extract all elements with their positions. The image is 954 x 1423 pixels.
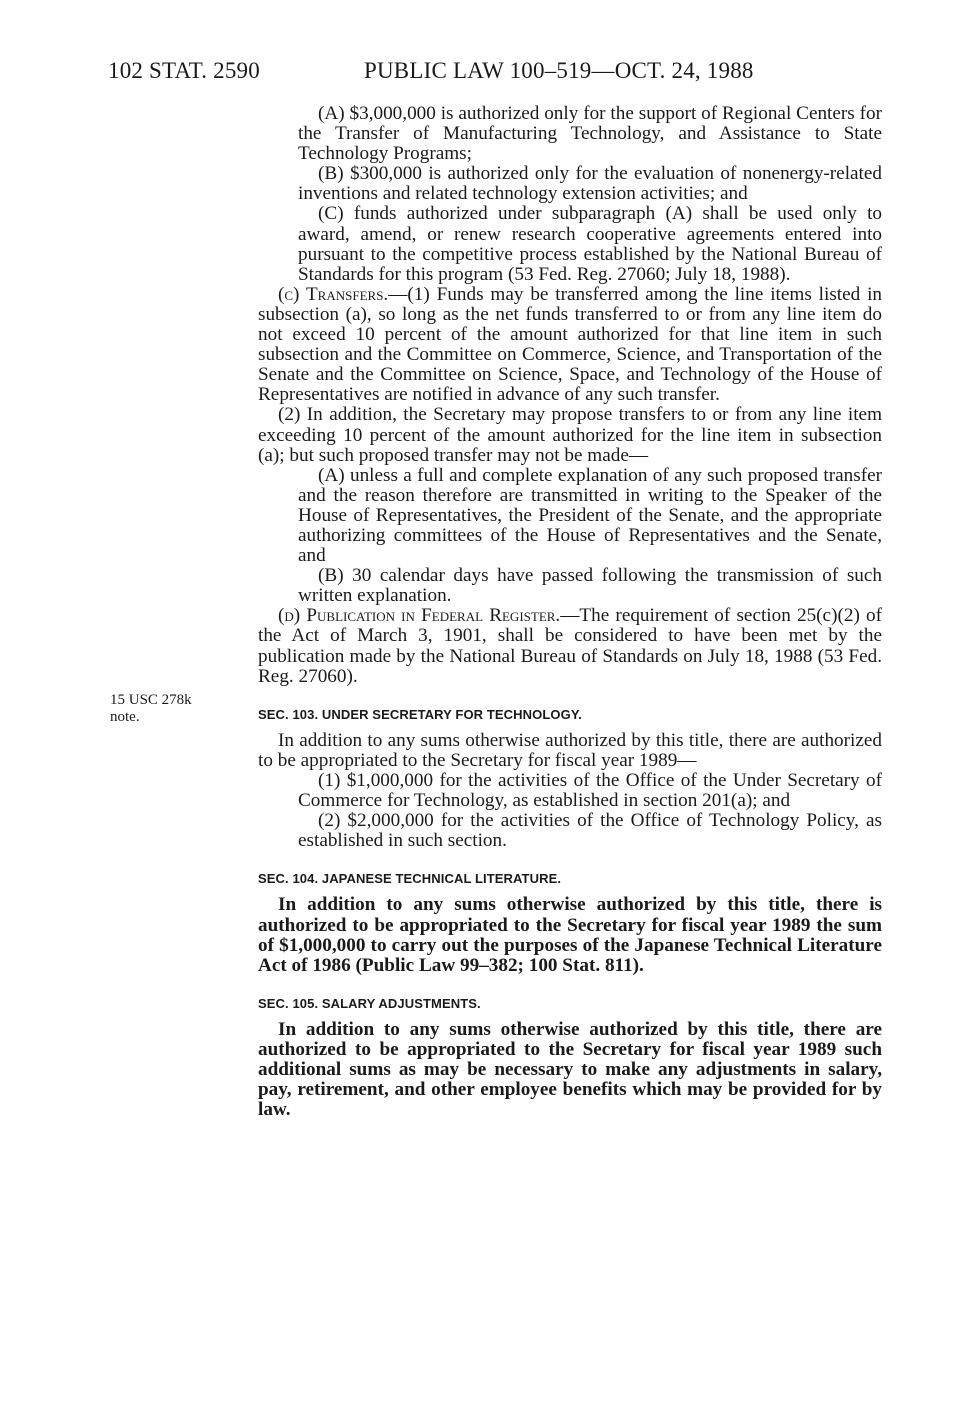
margin-note	[110, 692, 192, 726]
sec-105-text: In addition to any sums otherwise authorized by this title, there are authorized to be appropriated to the Secretary for fiscal year 1989 such additional sums as may be necessary to make any adjustments in salary, pay, retirement, and other employee benefits which may be provided for by law.	[258, 1018, 882, 1121]
publication-text: —The requirement of section 25(c)(2) of the Act of March 3, 1901, shall be considered to have been met by the publication made by the National Bureau of Standards on July 18, 1988 (53 Fed. Reg. 27060).	[258, 605, 882, 687]
document-body	[258, 104, 882, 1120]
transfers-paragraph-2: (2) In addition, the Secretary may propose transfers to or from any line item exceeding 10 percent of the amount authorized for the line item in subsection (a); but such proposed transfer may not be made—	[258, 404, 882, 466]
sec-103-heading: SEC. 103. UNDER SECRETARY FOR TECHNOLOGY.	[258, 706, 582, 722]
transfers-condition-b: (B) 30 calendar days have passed following the transmission of such written explanation.	[298, 565, 882, 607]
sec-104-heading: SEC. 104. JAPANESE TECHNICAL LITERATURE.	[258, 871, 562, 887]
publication-paragraph	[258, 606, 882, 686]
subparagraph-b-evaluation: (B) $300,000 is authorized only for the evaluation of nonenergy-related inventions and related technology extension activities; and	[298, 163, 882, 205]
sec-105-heading: SEC. 105. SALARY ADJUSTMENTS.	[258, 995, 481, 1011]
stat-reference: 102 STAT. 2590	[108, 58, 260, 83]
transfers-paragraph-1	[258, 285, 882, 406]
margin-note-line2: note.	[110, 709, 140, 725]
publication-label: (d) Publication in Federal Register.	[278, 605, 561, 627]
transfers-text-1: —(1) Funds may be transferred among the line items listed in subsection (a), so long as the net funds transferred to or from any line item do not exceed 10 percent of the amount authorized for that line item in such subsection and the Committee on Commerce, Science, and Transportation of the Senate and the Committee on Science, Space, and Technology of the House of Representatives are notified in advance of any such transfer.	[258, 283, 883, 406]
sec-103-item-1: (1) $1,000,000 for the activities of the Office of the Under Secretary of Commerce for Technology, as established in section 201(a); and	[298, 770, 882, 812]
sec-103-intro: In addition to any sums otherwise authorized by this title, there are authorized to be appropriated to the Secretary for fiscal year 1989—	[258, 729, 882, 771]
margin-note-line1: 15 USC 278k	[110, 692, 192, 708]
sec-103-item-2: (2) $2,000,000 for the activities of the Office of Technology Policy, as established in such section.	[298, 810, 882, 852]
subparagraph-c-funds: (C) funds authorized under subparagraph (A) shall be used only to award, amend, or renew research cooperative agreements entered into pursuant to the competitive process established by the National Bureau of Standards for this program (53 Fed. Reg. 27060; July 18, 1988).	[298, 203, 882, 285]
transfers-label: (c) Transfers.	[278, 283, 389, 305]
subparagraph-a-regional-centers: (A) $3,000,000 is authorized only for the support of Regional Centers for the Transfer of Manufacturing Technology, and Assistance to State Technology Programs;	[298, 103, 882, 165]
sec-104-text: In addition to any sums otherwise authorized by this title, there is authorized to be appropriated to the Secretary for fiscal year 1989 the sum of $1,000,000 to carry out the purposes of the Japanese Technical Literature Act of 1986 (Public Law 99–382; 100 Stat. 811).	[258, 894, 882, 976]
transfers-condition-a: (A) unless a full and complete explanation of any such proposed transfer and the reason therefore are transmitted in writing to the Speaker of the House of Representatives, the President of the Senate, and the appropriate authorizing committees of the House of Representatives and the Senate, and	[298, 464, 882, 567]
public-law-reference: PUBLIC LAW 100–519—OCT. 24, 1988	[364, 58, 754, 83]
